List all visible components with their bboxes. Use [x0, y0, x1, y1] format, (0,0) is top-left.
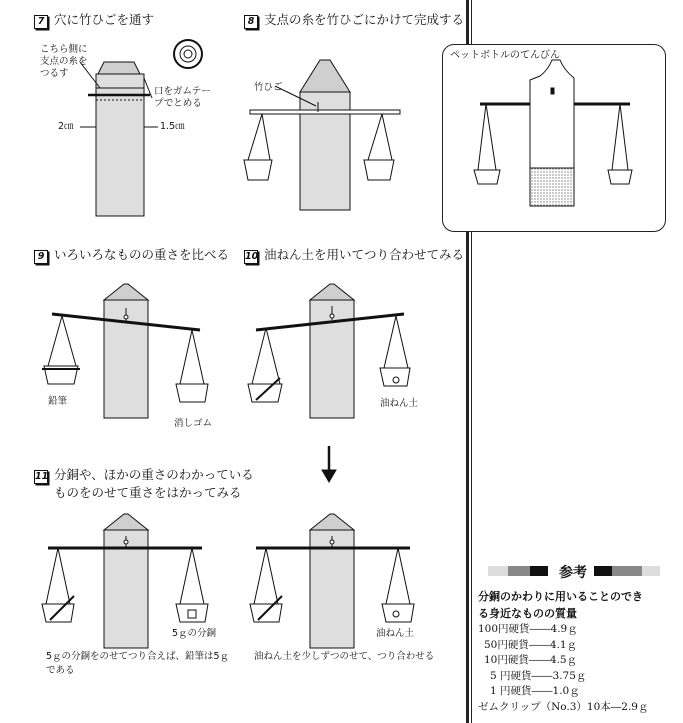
label-dim-right: 1.5㎝: [160, 121, 185, 132]
label-line: こちら側に: [40, 44, 88, 55]
label-bamboo: 竹ひご: [254, 82, 283, 93]
reference-list: [478, 622, 678, 715]
step-number: 9: [34, 250, 48, 264]
step-title: 穴に竹ひごを通す: [54, 12, 155, 27]
step-title-line2: ものをのせて重さをはかってみる: [54, 485, 242, 500]
label-clay-2: 油ねん土: [376, 628, 415, 639]
step-title: 支点の糸を竹ひごにかけて完成する: [264, 12, 465, 27]
label-line: プでとめる: [154, 98, 202, 109]
down-arrow-icon: [322, 446, 336, 482]
step-number: 10: [245, 251, 259, 262]
label-pencil: 鉛筆: [48, 396, 68, 407]
reference-item: ゼムクリップ（No.3）10本―2.9ｇ: [478, 700, 649, 713]
label-5g-weight: 5ｇの分銅: [172, 628, 217, 639]
reference-item: 50円硬貨――4.1ｇ: [484, 638, 578, 651]
reference-title: 参考: [559, 565, 587, 581]
subtitle-line: る身近なものの質量: [478, 607, 577, 620]
label-line: つるす: [40, 68, 69, 79]
reference-header: [478, 560, 678, 584]
subtitle-line: 分銅のかわりに用いることのでき: [478, 590, 643, 603]
label-line: 口をガムテー: [154, 86, 211, 97]
reference-item: 10円硬貨――4.5ｇ: [484, 654, 578, 666]
label-tape: [154, 86, 211, 110]
label-line: 支点の糸を: [40, 56, 88, 67]
step-title: 油ねん土を用いてつり合わせてみる: [264, 247, 465, 262]
reference-item: 1 円硬貨――1.0ｇ: [490, 685, 580, 697]
step-number: 8: [244, 15, 258, 29]
label-clay: 油ねん土: [380, 398, 419, 409]
caption-right: 油ねん土を少しずつのせて、つり合わせる: [254, 651, 435, 662]
reference-subtitle: [478, 588, 678, 622]
pet-bottle-box-title: ペットボトルのてんびん: [450, 50, 560, 61]
label-dim-left: 2㎝: [58, 121, 74, 132]
reference-item: 100円硬貨――4.9ｇ: [478, 623, 578, 635]
reference-panel: [478, 560, 678, 715]
bottle-balance-illustration: [474, 60, 632, 206]
reference-item: 5 円硬貨――3.75ｇ: [490, 669, 587, 682]
label-eraser: 消しゴム: [174, 418, 213, 429]
step-number: 7: [34, 15, 48, 29]
label-thread-side: [40, 44, 88, 80]
caption-line: 5ｇの分銅をのせてつり合えば、鉛筆は5ｇ: [46, 651, 230, 662]
step-number: 11: [35, 471, 49, 482]
caption-line: である: [46, 665, 75, 676]
step-title-line1: 分銅や、ほかの重さのわかっている: [54, 467, 254, 482]
step-title: いろいろなものの重さを比べる: [54, 247, 230, 262]
caption-left: [46, 650, 246, 678]
